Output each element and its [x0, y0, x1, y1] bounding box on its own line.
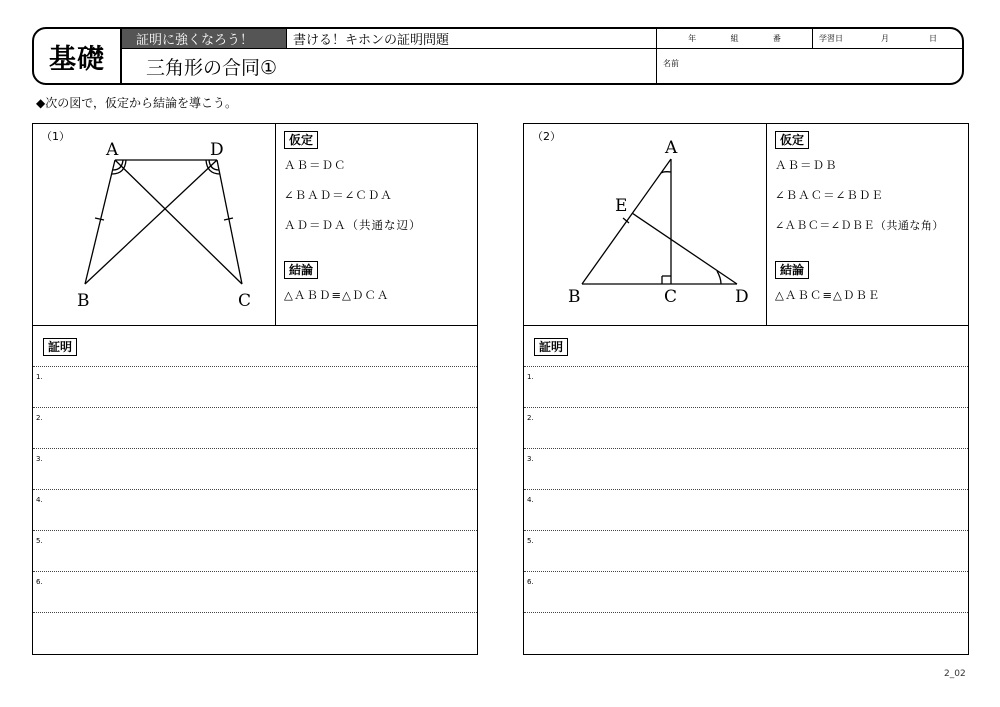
instruction-text: ◆次の図で，仮定から結論を導こう。 — [36, 96, 237, 110]
problem-1-given-section — [276, 124, 478, 326]
problem-2-proof-header — [524, 326, 968, 367]
conclusion-line: △ＡＢＤ≡△ＤＣＡ — [284, 288, 390, 302]
series-title: 証明に強くなろう！ — [122, 29, 286, 49]
problem-2-number: （2） — [532, 130, 561, 143]
proof-line-1[interactable]: 1. — [33, 367, 477, 408]
problem-2-figure — [524, 124, 767, 326]
vertex-c: C — [238, 291, 252, 311]
date-field[interactable] — [813, 29, 964, 49]
vertex-b: B — [77, 291, 90, 311]
proof-line-1[interactable]: 1. — [524, 367, 968, 408]
proof-tag: 証明 — [43, 338, 77, 356]
given-line: ∠ＢＡＣ＝∠ＢＤＥ — [775, 188, 884, 202]
conclusion-line: △ＡＢＣ≡△ＤＢＥ — [775, 288, 881, 302]
level-label: 基礎 — [34, 29, 122, 83]
given-line: ＡＢ＝ＤＣ — [284, 158, 347, 172]
month-label: 月 — [881, 34, 889, 43]
proof-line-6[interactable]: 6. — [33, 572, 477, 613]
given-tag: 仮定 — [775, 131, 809, 149]
vertex-b: B — [568, 287, 581, 307]
given-line: ＡＤ＝ＤＡ（共通な辺） — [284, 218, 422, 232]
problem-1-panel — [32, 123, 478, 655]
name-label: 名前 — [663, 59, 679, 68]
proof-tag: 証明 — [534, 338, 568, 356]
problem-1-diagram — [33, 124, 276, 326]
proof-line-2[interactable]: 2. — [33, 408, 477, 449]
proof-line-6[interactable]: 6. — [524, 572, 968, 613]
vertex-a: A — [665, 138, 678, 158]
given-line: ＡＢ＝ＤＢ — [775, 158, 838, 172]
proof-line-4[interactable]: 4. — [524, 490, 968, 531]
study-date-label: 学習日 — [819, 34, 843, 43]
conclusion-tag: 結論 — [284, 261, 318, 279]
problem-1-figure — [33, 124, 276, 326]
proof-line-7[interactable] — [524, 613, 968, 654]
proof-line-7[interactable] — [33, 613, 477, 654]
proof-line-4[interactable]: 4. — [33, 490, 477, 531]
proof-line-2[interactable]: 2. — [524, 408, 968, 449]
problem-2-panel — [523, 123, 969, 655]
vertex-a: A — [106, 140, 119, 160]
proof-line-5[interactable]: 5. — [524, 531, 968, 572]
year-label: 年 — [688, 34, 697, 43]
series-subtitle: 書ける！キホンの証明問題 — [286, 29, 656, 49]
given-tag: 仮定 — [284, 131, 318, 149]
class-field[interactable] — [657, 29, 813, 49]
vertex-c: C — [664, 287, 678, 307]
vertex-d: D — [210, 140, 224, 160]
vertex-d: D — [735, 287, 749, 307]
worksheet-header — [32, 27, 964, 85]
proof-line-3[interactable]: 3. — [524, 449, 968, 490]
vertex-e: E — [615, 196, 628, 216]
given-line: ∠ＢＡＤ＝∠ＣＤＡ — [284, 188, 393, 202]
day-label: 日 — [929, 34, 937, 43]
page-number: 2_02 — [944, 669, 966, 679]
problem-2-diagram — [524, 124, 767, 326]
problem-1-proof-header — [33, 326, 477, 367]
problem-2-given-section — [767, 124, 969, 326]
page-title: 三角形の合同① — [146, 57, 278, 79]
proof-line-5[interactable]: 5. — [33, 531, 477, 572]
student-info — [656, 29, 964, 83]
conclusion-tag: 結論 — [775, 261, 809, 279]
problem-1-number: （1） — [41, 130, 70, 143]
proof-line-3[interactable]: 3. — [33, 449, 477, 490]
name-field[interactable] — [657, 50, 964, 83]
number-label: 番 — [772, 34, 781, 43]
class-label: 組 — [730, 34, 739, 43]
given-line: ∠ＡＢＣ＝∠ＤＢＥ（共通な角） — [775, 219, 944, 232]
